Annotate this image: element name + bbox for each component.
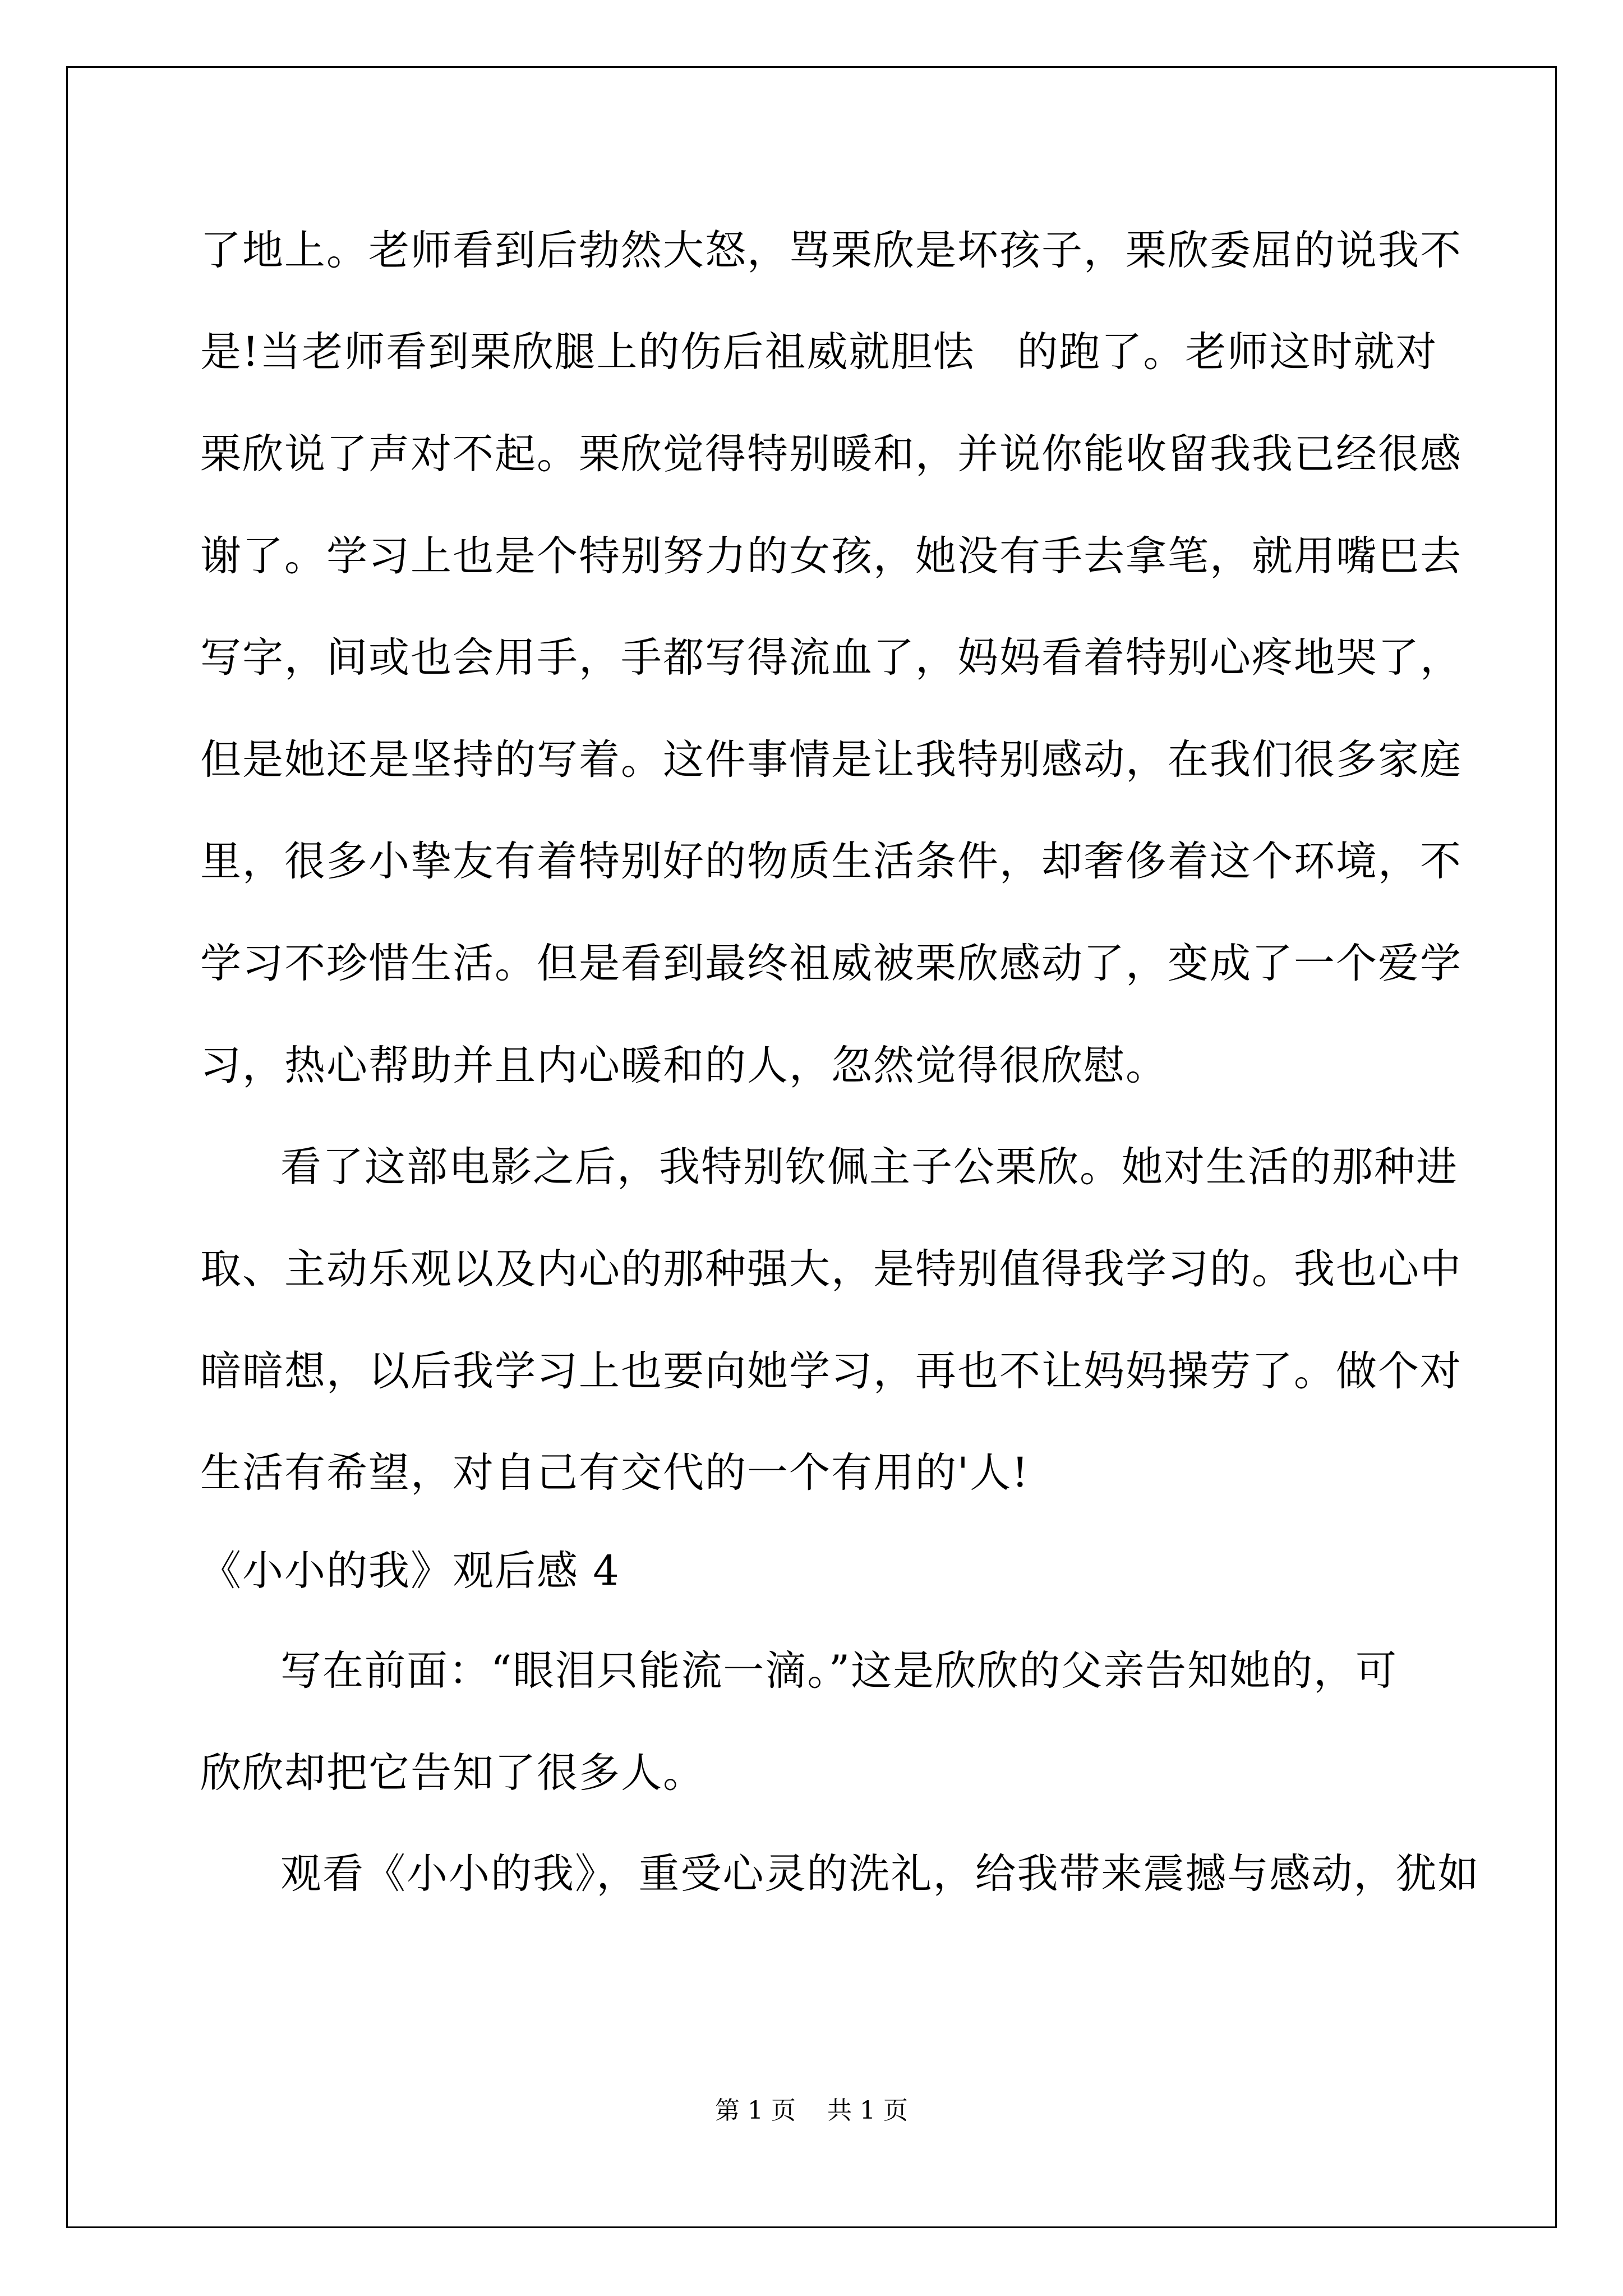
text-line: 暗暗想，以后我学习上也要向她学习，再也不让妈妈操劳了。做个对 — [200, 1347, 1462, 1395]
paragraph-start-line: 写在前面：“眼泪只能流一滴。”这是欣欣的父亲告知她的，可 — [280, 1647, 1398, 1695]
text-line: 写字，间或也会用手，手都写得流血了，妈妈看着特别心疼地哭了， — [200, 634, 1462, 682]
text-line: 学习不珍惜生活。但是看到最终祖威被栗欣感动了，变成了一个爱学 — [200, 940, 1462, 987]
text-line: 谢了。学习上也是个特别努力的女孩，她没有手去拿笔，就用嘴巴去 — [200, 532, 1462, 580]
text-line: 栗欣说了声对不起。栗欣觉得特别暖和，并说你能收留我我已经很感 — [200, 430, 1462, 478]
text-line: 是!当老师看到栗欣腿上的伤后祖威就胆怯 的跑了。老师这时就对 — [200, 328, 1438, 376]
text-line: 了地上。老师看到后勃然大怒，骂栗欣是坏孩子，栗欣委屈的说我不 — [200, 227, 1462, 274]
text-line: 里，很多小挚友有着特别好的物质生活条件，却奢侈着这个环境，不 — [200, 838, 1462, 885]
paragraph-start-line: 观看《小小的我》，重受心灵的洗礼，给我带来震撼与感动，犹如 — [280, 1850, 1480, 1898]
text-line: 生活有希望，对自己有交代的一个有用的'人! — [200, 1449, 1030, 1497]
page-footer — [0, 2094, 1623, 2128]
text-line: 欣欣却把它告知了很多人。 — [200, 1749, 705, 1797]
text-line: 取、主动乐观以及内心的那种强大，是特别值得我学习的。我也心中 — [200, 1245, 1462, 1293]
paragraph-start-line: 看了这部电影之后，我特别钦佩主子公栗欣。她对生活的那种进 — [280, 1143, 1458, 1191]
page-total: 共 1 页 — [827, 2096, 908, 2125]
section-heading: 《小小的我》观后感 4 — [200, 1547, 620, 1595]
text-line: 但是她还是坚持的写着。这件事情是让我特别感动，在我们很多家庭 — [200, 736, 1462, 784]
page-number: 第 1 页 — [715, 2096, 796, 2125]
text-line: 习，热心帮助并且内心暖和的人，忽然觉得很欣慰。 — [200, 1042, 1168, 1089]
